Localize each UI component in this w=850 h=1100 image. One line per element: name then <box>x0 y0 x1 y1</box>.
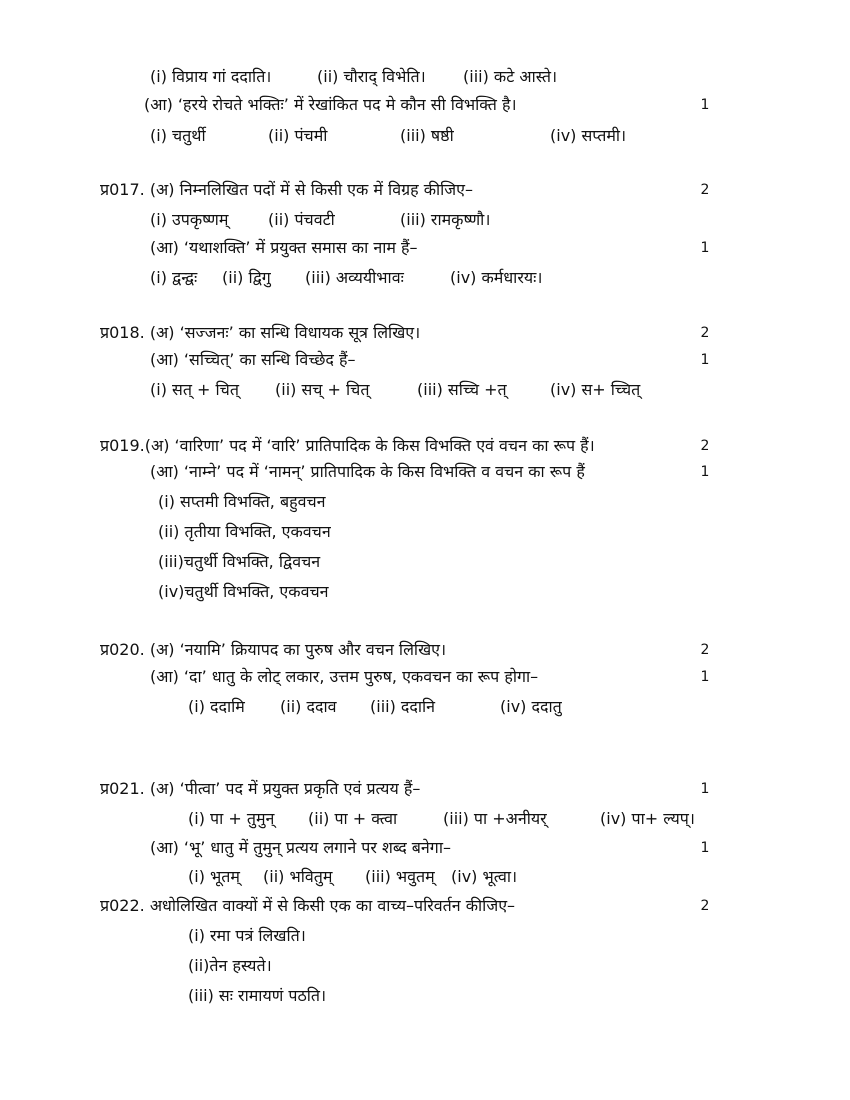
option: (iii)चतुर्थी विभक्ति, द्विवचन <box>158 552 321 571</box>
option: (ii)तेन हस्यते। <box>188 956 272 975</box>
option: (iii) कटे आस्ते। <box>463 67 558 86</box>
marks: 2 <box>700 898 710 914</box>
option: (i) रमा पत्रं लिखति। <box>188 926 306 945</box>
option: (iii) षष्ठी <box>400 126 454 145</box>
option: (ii) द्विगु <box>222 268 271 287</box>
question-text: (आ) ‘भू’ धातु में तुमुन् प्रत्यय लगाने पर शब्द बनेगा– <box>150 838 451 857</box>
option: (iii) पा +अनीयर् <box>443 809 547 828</box>
option: (iv)चतुर्थी विभक्ति, एकवचन <box>158 582 329 601</box>
option: (i) चतुर्थी <box>150 126 206 145</box>
option: (iv) स+ च्चित् <box>550 380 641 399</box>
option: (ii) सच् + चित् <box>275 380 370 399</box>
option: (iii) सच्चि +त् <box>417 380 507 399</box>
option: (ii) पा + क्त्वा <box>308 809 398 828</box>
marks: 1 <box>700 781 710 797</box>
marks: 1 <box>700 840 710 856</box>
option: (i) सत् + चित् <box>150 380 239 399</box>
option: (iii) भवुतम् <box>365 867 435 886</box>
option: (i) उपकृष्णम् <box>150 210 229 229</box>
question-text: प्र020. (अ) ‘नयामि’ क्रियापद का पुरुष और वचन लिखिए। <box>100 640 447 659</box>
option: (ii) चौराद् विभेति। <box>317 67 426 86</box>
question-text: प्र018. (अ) ‘सज्जनः’ का सन्धि विधायक सूत्र लिखिए। <box>100 323 421 342</box>
option: (ii) भवितुम् <box>263 867 333 886</box>
question-text: प्र021. (अ) ‘पीत्वा’ पद में प्रयुक्त प्रकृति एवं प्रत्यय हैं– <box>100 779 421 798</box>
option: (i) पा + तुमुन् <box>188 809 275 828</box>
option: (i) सप्तमी विभक्ति, बहुवचन <box>158 492 326 511</box>
option: (i) भूतम् <box>188 867 240 886</box>
option: (iii) अव्ययीभावः <box>305 268 404 287</box>
option: (iv) भूत्वा। <box>451 867 518 886</box>
question-text: (आ) ‘दा’ धातु के लोट् लकार, उत्तम पुरुष, एकवचन का रूप होगा– <box>150 667 539 686</box>
question-text: (आ) ‘हरये रोचते भक्तिः’ में रेखांकित पद मे कौन सी विभक्ति है। <box>144 95 517 114</box>
option: (i) विप्राय गां ददाति। <box>150 67 272 86</box>
option: (iv) ददातु <box>500 697 562 716</box>
option: (iv) सप्तमी। <box>550 126 627 145</box>
option: (iii) ददानि <box>370 697 436 716</box>
marks: 1 <box>700 240 710 256</box>
marks: 1 <box>700 97 710 113</box>
marks: 2 <box>700 642 710 658</box>
option: (iii) सः रामायणं पठति। <box>188 986 327 1005</box>
marks: 1 <box>700 352 710 368</box>
option: (i) ददामि <box>188 697 245 716</box>
question-text: (आ) ‘सच्चित्’ का सन्धि विच्छेद हैं– <box>150 350 356 369</box>
marks: 2 <box>700 182 710 198</box>
option: (ii) ददाव <box>280 697 337 716</box>
question-text: प्र017. (अ) निम्नलिखित पदों में से किसी एक में विग्रह कीजिए– <box>100 180 474 199</box>
marks: 1 <box>700 464 710 480</box>
option: (iv) पा+ ल्यप्। <box>600 809 695 828</box>
marks: 2 <box>700 438 710 454</box>
option: (i) द्वन्द्वः <box>150 268 198 287</box>
question-text: (आ) ‘नाम्ने’ पद में ‘नामन्’ प्रातिपादिक के किस विभक्ति व वचन का रूप हैं <box>150 462 585 481</box>
option: (ii) पंचवटी <box>268 210 335 229</box>
marks: 2 <box>700 325 710 341</box>
option: (iv) कर्मधारयः। <box>450 268 543 287</box>
question-text: प्र022. अधोलिखित वाक्यों में से किसी एक का वाच्य–परिवर्तन कीजिए– <box>100 896 516 915</box>
option: (ii) तृतीया विभक्ति, एकवचन <box>158 522 331 541</box>
question-text: प्र019.(अ) ‘वारिणा’ पद में ‘वारि’ प्रातिपादिक के किस विभक्ति एवं वचन का रूप हैं। <box>100 436 595 455</box>
question-text: (आ) ‘यथाशक्ति’ में प्रयुक्त समास का नाम हैं– <box>150 238 418 257</box>
marks: 1 <box>700 669 710 685</box>
option: (ii) पंचमी <box>268 126 328 145</box>
option: (iii) रामकृष्णौ। <box>400 210 491 229</box>
